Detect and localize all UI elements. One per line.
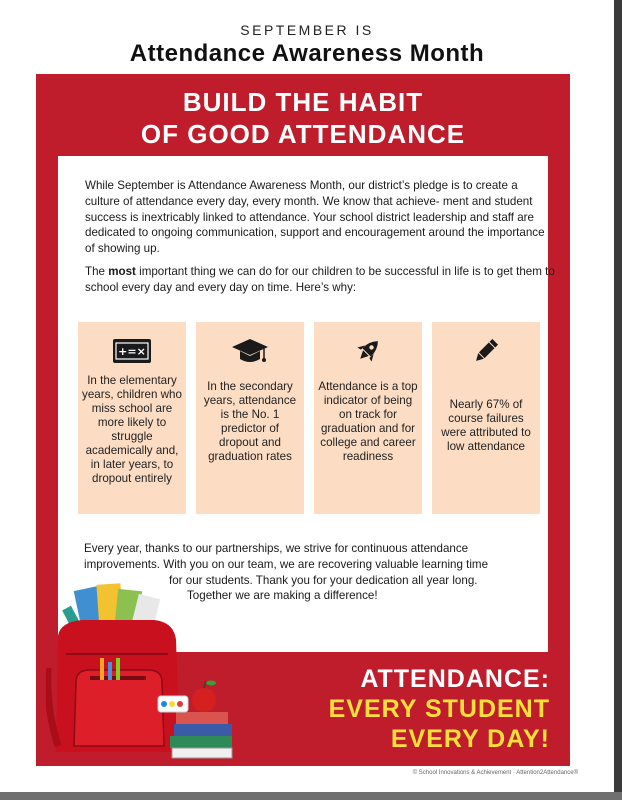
pencil-icon bbox=[432, 334, 540, 368]
rocket-icon bbox=[314, 334, 422, 368]
slogan-line-1: ATTENDANCE: bbox=[360, 665, 550, 693]
slogan bbox=[329, 664, 550, 754]
closing-line-4: Together we are making a difference! bbox=[187, 589, 378, 603]
slogan-line-2: EVERY STUDENT bbox=[328, 695, 550, 723]
page-title: Attendance Awareness Month bbox=[129, 40, 485, 67]
reason-card bbox=[78, 322, 186, 514]
banner-line-2: OF GOOD ATTENDANCE bbox=[140, 119, 466, 149]
reason-card-text: Attendance is a top indicator of being on track for graduation and for college and career readiness bbox=[318, 380, 418, 463]
reason-card bbox=[432, 322, 540, 514]
footer-credit: © School Innovations & Achievement · Attention2Attendance® bbox=[412, 770, 578, 776]
banner-line-1: BUILD THE HABIT bbox=[182, 87, 424, 117]
intro-bold-word: most bbox=[108, 265, 136, 278]
calculator-icon bbox=[78, 334, 186, 368]
viewer-right-edge bbox=[614, 0, 622, 800]
reason-card-text: Nearly 67% of course failures were attributed to low attendance bbox=[441, 398, 531, 453]
closing-line-2: improvements. With you on our team, we are recovering valuable learning time bbox=[84, 557, 489, 571]
closing-line-3: for our students. Thank you for your dedication all year long. bbox=[169, 573, 478, 587]
svg-text:+=×: +=× bbox=[118, 345, 146, 358]
reason-card-text: In the elementary years, children who miss school are more likely to struggle academically and, in later years, to dropout entirely bbox=[82, 374, 182, 485]
reason-card bbox=[314, 322, 422, 514]
slogan-line-3: EVERY DAY! bbox=[390, 725, 550, 753]
intro-paragraph-2 bbox=[85, 264, 555, 296]
intro-text-before: The bbox=[85, 265, 109, 278]
closing-line-1: Every year, thanks to our partnerships, we strive for continuous attendance bbox=[84, 542, 469, 555]
banner-heading bbox=[36, 86, 570, 150]
intro-text-after: important thing we can do for our children to be successful in life is to get them to school every day and every day on time. Here’s why: bbox=[85, 265, 555, 294]
graduation-cap-icon bbox=[196, 334, 304, 368]
viewer-bottom-edge bbox=[0, 792, 622, 800]
header-kicker: SEPTEMBER IS bbox=[240, 22, 374, 38]
intro-paragraph-1: While September is Attendance Awareness Month, our district’s pledge is to create a culture of attendance every day, every month. We know that achieve- ment and student success is inextricably linked to attendance. Your school district leadership and staff are dedicated to ongoing communication, support and encouragement around the importance of showing up. bbox=[85, 179, 545, 256]
reason-card-text: In the secondary years, attendance is the No. 1 predictor of dropout and graduation rates bbox=[203, 380, 297, 463]
backpack-illustration bbox=[46, 578, 236, 767]
reason-card bbox=[196, 322, 304, 514]
